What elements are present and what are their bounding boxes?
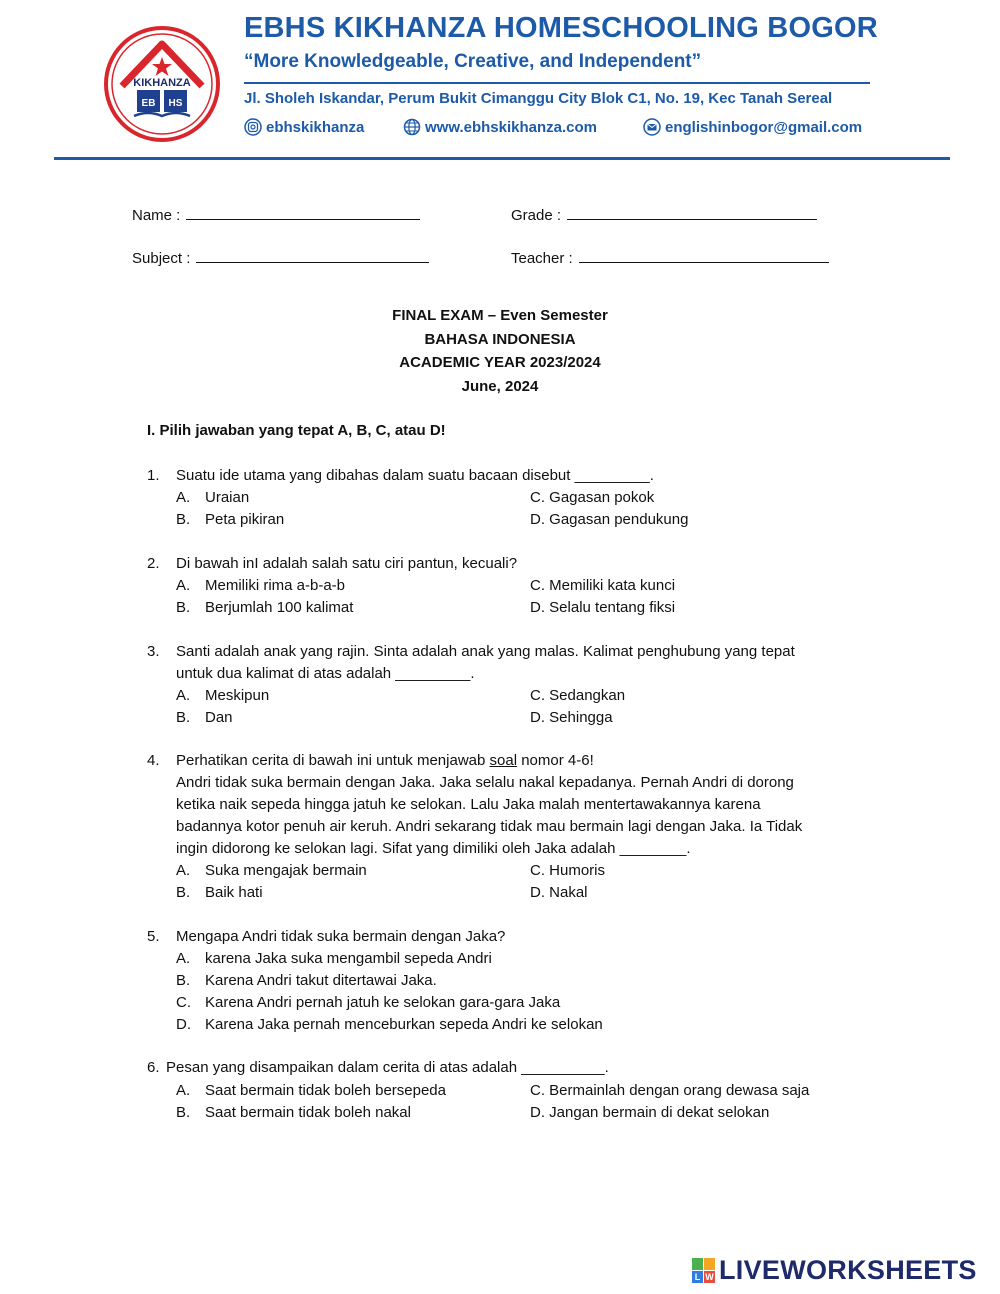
question-text: Suatu ide utama yang dibahas dalam suatu bacaan disebut _________. [176,467,654,484]
option-letter: A. [176,489,191,506]
svg-text:KIKHANZA: KIKHANZA [133,77,191,89]
option-letter: B. [176,511,191,528]
question-text-pre: Perhatikan cerita di bawah ini untuk menjawab [176,752,490,769]
exam-subject: BAHASA INDONESIA [424,330,576,348]
svg-text:W: W [705,1271,714,1282]
school-logo [104,26,220,142]
section-heading: I. Pilih jawaban yang tepat A, B, C, atau D! [147,422,446,439]
svg-text:HS: HS [168,98,183,109]
instagram-contact [244,118,364,136]
question-text: Di bawah inI adalah salah satu ciri pantun, kecuali? [176,555,518,572]
email-icon [643,118,661,136]
story-line: ingin didorong ke selokan lagi. Sifat yang dimiliki oleh Jaka adalah ________. [176,840,691,857]
question-text-cont: untuk dua kalimat di atas adalah _________. [176,665,475,682]
option-c[interactable]: C. Bermainlah dengan orang dewasa saja [530,1082,810,1099]
option-letter: A. [176,687,191,704]
liveworksheets-logo[interactable] [692,1255,977,1286]
option-letter: B. [176,972,191,989]
option-b[interactable]: Baik hati [205,884,263,901]
option-letter: A. [176,577,191,594]
question-text: Santi adalah anak yang rajin. Sinta adalah anak yang malas. Kalimat penghubung yang tepat [176,643,795,660]
story-line: badannya kotor penuh air keruh. Andri sekarang tidak mau bermain lagi dengan Jaka. Ia Tidak [176,818,803,835]
question-text-underlined: soal [489,752,518,769]
option-d[interactable]: Karena Jaka pernah menceburkan sepeda Andri ke selokan [205,1016,603,1033]
question-number: 1. [147,467,160,484]
question-number: 4. [147,752,160,769]
option-a[interactable]: Saat bermain tidak boleh bersepeda [205,1082,446,1099]
instagram-handle: ebhskikhanza [266,118,365,136]
option-a[interactable]: Memiliki rima a-b-a-b [205,577,346,594]
option-b[interactable]: Berjumlah 100 kalimat [205,599,354,616]
story-line: Andri tidak suka bermain dengan Jaka. Jaka selalu nakal kepadanya. Pernah Andri di dorong [176,774,794,791]
option-letter: D. [176,1016,191,1033]
grade-label: Grade : [511,207,562,224]
option-b[interactable]: Karena Andri takut ditertawai Jaka. [205,972,437,989]
question-number: 3. [147,643,160,660]
grade-field [511,205,817,224]
option-a[interactable]: Meskipun [205,687,270,704]
option-d[interactable]: D. Selalu tentang fiksi [530,599,676,616]
teacher-field [511,248,829,267]
subject-field [132,248,429,267]
subject-label: Subject : [132,250,191,267]
option-letter: B. [176,599,191,616]
name-blank[interactable] [186,205,420,220]
option-c[interactable]: C. Sedangkan [530,687,626,704]
story-line: ketika naik sepeda hingga jatuh ke selokan. Lalu Jaka malah mentertawakannya karena [176,796,761,813]
option-d[interactable]: D. Nakal [530,884,588,901]
email-address: englishinbogor@gmail.com [665,118,863,136]
teacher-blank[interactable] [579,248,829,263]
svg-text:L: L [694,1271,701,1282]
option-b[interactable]: Dan [205,709,233,726]
svg-text:EB: EB [141,98,156,109]
question-text: Pesan yang disampaikan dalam cerita di atas adalah __________. [166,1059,609,1076]
question-number: 5. [147,928,160,945]
option-d[interactable]: D. Sehingga [530,709,613,726]
header-bottom-rule [54,157,950,160]
email-contact [643,118,862,136]
question-number: 6. [147,1059,160,1076]
liveworksheets-badge-icon [692,1258,716,1284]
name-label: Name : [132,207,181,224]
option-letter: A. [176,862,191,879]
question-number: 2. [147,555,160,572]
school-name: EBHS KIKHANZA HOMESCHOOLING BOGOR [244,12,878,44]
school-tagline: “More Knowledgeable, Creative, and Independent” [244,51,702,72]
option-b[interactable]: Saat bermain tidak boleh nakal [205,1104,411,1121]
exam-title [0,304,1000,398]
option-b[interactable]: Peta pikiran [205,511,285,528]
name-field [132,205,420,224]
option-letter: B. [176,884,191,901]
option-letter: C. [176,994,191,1011]
option-c[interactable]: C. Humoris [530,862,606,879]
option-letter: A. [176,1082,191,1099]
option-letter: A. [176,950,191,967]
exam-title-line: FINAL EXAM – Even Semester [392,307,608,324]
option-a[interactable]: karena Jaka suka mengambil sepeda Andri [205,950,492,967]
option-letter: B. [176,1104,191,1121]
option-a[interactable]: Uraian [205,489,250,506]
website-url: www.ebhskikhanza.com [425,118,597,136]
teacher-label: Teacher : [511,250,573,267]
subject-blank[interactable] [196,248,429,263]
option-d[interactable]: D. Jangan bermain di dekat selokan [530,1104,770,1121]
option-d[interactable]: D. Gagasan pendukung [530,511,689,528]
grade-blank[interactable] [567,205,817,220]
option-letter: B. [176,709,191,726]
header-divider [244,82,870,84]
question-text [176,751,594,771]
liveworksheets-brand: LIVEWORKSHEETS [719,1255,977,1285]
question-text: Mengapa Andri tidak suka bermain dengan Jaka? [176,928,506,945]
question-text-post: nomor 4-6! [517,752,594,769]
exam-academic-year: ACADEMIC YEAR 2023/2024 [399,354,601,371]
option-c[interactable]: Karena Andri pernah jatuh ke selokan gara-gara Jaka [205,994,561,1011]
school-address: Jl. Sholeh Iskandar, Perum Bukit Cimanggu City Blok C1, No. 19, Kec Tanah Sereal [244,90,833,107]
option-a[interactable]: Suka mengajak bermain [205,862,367,879]
instagram-icon [244,118,262,136]
option-c[interactable]: C. Gagasan pokok [530,489,655,506]
website-contact [403,118,597,136]
globe-icon [403,118,421,136]
option-c[interactable]: C. Memiliki kata kunci [530,577,676,594]
exam-date: June, 2024 [461,377,539,395]
